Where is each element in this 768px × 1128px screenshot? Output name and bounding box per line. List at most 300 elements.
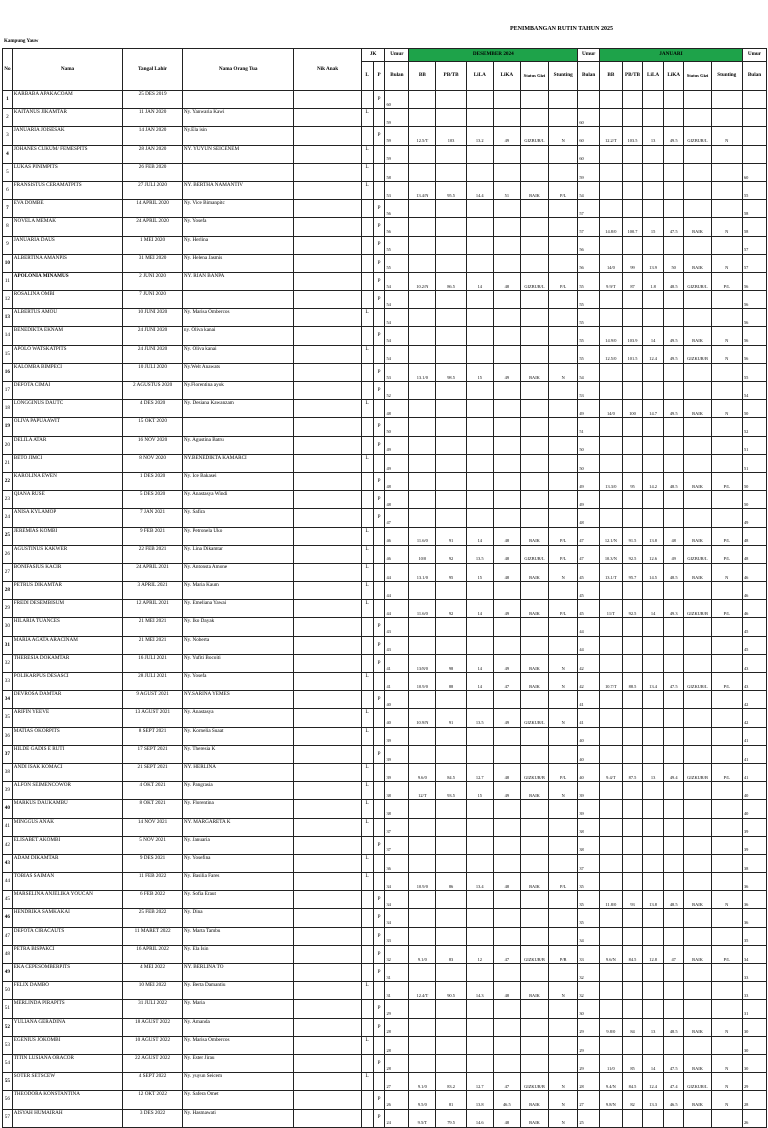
cell-nama-orang-tua: Ny. Anastasya (182, 709, 294, 727)
cell-jan-status-gizi (684, 1109, 711, 1127)
cell-umur-next: 36 (742, 873, 766, 891)
cell-jk-p: P (373, 200, 385, 218)
cell-jk-l: L (361, 854, 373, 872)
cell-jan-bb (599, 582, 622, 600)
cell-nama-orang-tua (182, 91, 294, 109)
cell-umur-jan: 54 (578, 363, 600, 381)
header-lika-dec: LiKA (493, 62, 520, 91)
cell-umur-jan: 54 (578, 181, 600, 199)
cell-nik-anak (294, 582, 361, 600)
cell-dec-status-gizi: BAIK (520, 873, 548, 891)
cell-no: 50 (3, 982, 13, 1000)
cell-dec-pbtb (436, 836, 466, 854)
cell-umur-dec: 34 (385, 909, 409, 927)
cell-jan-lila (643, 509, 664, 527)
cell-tanggal-lahir: 22 AGUST 2022 (123, 1054, 183, 1072)
table-row (3, 545, 767, 563)
cell-dec-lika (493, 582, 520, 600)
cell-umur-next: 26 (742, 1109, 766, 1127)
cell-dec-pbtb (436, 964, 466, 982)
cell-dec-stunting (549, 218, 578, 236)
cell-dec-lila (466, 236, 493, 254)
cell-jan-lika (663, 927, 684, 945)
cell-umur-dec: 49 (385, 436, 409, 454)
cell-jan-stunting: P/L (711, 763, 742, 781)
cell-no: 4 (3, 145, 13, 163)
cell-nama: HENDRIKA SAMKAKAI (12, 909, 123, 927)
cell-jk-p (373, 345, 385, 363)
header-jk: JK (361, 49, 385, 62)
cell-tanggal-lahir: 24 APRIL 2021 (123, 563, 183, 581)
cell-jk-p: P (373, 636, 385, 654)
cell-jan-lika (663, 163, 684, 181)
cell-umur-dec: 26 (385, 1091, 409, 1109)
cell-dec-pbtb (436, 472, 466, 490)
cell-jan-bb: 11/T (599, 600, 622, 618)
cell-dec-status-gizi: BAIK (520, 363, 548, 381)
cell-jan-bb (599, 818, 622, 836)
cell-nik-anak (294, 1054, 361, 1072)
cell-jan-status-gizi: GIZKUR/L (684, 1073, 711, 1091)
cell-jk-p: P (373, 1054, 385, 1072)
cell-dec-lika (493, 727, 520, 745)
cell-jan-lika (663, 436, 684, 454)
cell-jan-lila (643, 1000, 664, 1018)
cell-jan-pbtb (622, 745, 643, 763)
cell-jan-status-gizi: BAIK (684, 400, 711, 418)
cell-jan-pbtb (622, 145, 643, 163)
cell-jan-lika (663, 91, 684, 109)
cell-no: 41 (3, 818, 13, 836)
cell-nik-anak (294, 1073, 361, 1091)
cell-jan-pbtb: 88.5 (622, 673, 643, 691)
cell-umur-jan: 55 (578, 345, 600, 363)
cell-dec-bb (409, 291, 436, 309)
cell-umur-jan: 55 (578, 309, 600, 327)
cell-umur-next: 46 (742, 563, 766, 581)
cell-jan-lila (643, 181, 664, 199)
cell-umur-next: 51 (742, 454, 766, 472)
cell-nama-orang-tua: Ny. Yosefa (182, 673, 294, 691)
cell-jan-stunting: P/L (711, 527, 742, 545)
cell-jan-bb (599, 854, 622, 872)
cell-jan-lila (643, 709, 664, 727)
cell-umur-next: 36 (742, 909, 766, 927)
cell-umur-next: 48 (742, 527, 766, 545)
cell-umur-dec: 59 (385, 145, 409, 163)
cell-jan-lila: 13.3 (643, 1091, 664, 1109)
cell-no: 19 (3, 418, 13, 436)
cell-dec-pbtb: 95.5 (436, 181, 466, 199)
cell-dec-stunting: N (549, 1091, 578, 1109)
cell-jan-lila (643, 782, 664, 800)
cell-jk-l (361, 1091, 373, 1109)
cell-nik-anak (294, 309, 361, 327)
header-l: L (361, 62, 373, 91)
cell-dec-lika (493, 436, 520, 454)
cell-jk-p: P (373, 272, 385, 290)
cell-jan-status-gizi: BAIK (684, 563, 711, 581)
cell-dec-lika: 48 (493, 563, 520, 581)
cell-umur-next: 54 (742, 382, 766, 400)
cell-dec-lila (466, 1054, 493, 1072)
cell-dec-lila (466, 618, 493, 636)
cell-jan-bb: 12.1/N (599, 527, 622, 545)
cell-dec-pbtb (436, 400, 466, 418)
cell-no: 18 (3, 400, 13, 418)
cell-nik-anak (294, 782, 361, 800)
cell-jan-lila (643, 654, 664, 672)
cell-jan-bb: 14/0 (599, 254, 622, 272)
cell-umur-dec: 46 (385, 545, 409, 563)
cell-nama: MERLINDA PIRAPITS (12, 1000, 123, 1018)
cell-dec-lila (466, 836, 493, 854)
cell-nik-anak (294, 945, 361, 963)
cell-nik-anak (294, 291, 361, 309)
cell-jk-p: P (373, 236, 385, 254)
cell-dec-bb: 12.4/T (409, 982, 436, 1000)
cell-no: 43 (3, 854, 13, 872)
cell-no: 31 (3, 636, 13, 654)
cell-jan-lila: 14 (643, 600, 664, 618)
cell-umur-dec: 28 (385, 1018, 409, 1036)
cell-nik-anak (294, 1091, 361, 1109)
cell-nik-anak (294, 109, 361, 127)
cell-jan-stunting: N (711, 127, 742, 145)
cell-jan-status-gizi: GIZKUR/B (684, 600, 711, 618)
cell-tanggal-lahir: 4 OKT 2021 (123, 782, 183, 800)
cell-umur-next: 30 (742, 1036, 766, 1054)
table-row (3, 327, 767, 345)
cell-no: 30 (3, 618, 13, 636)
cell-jk-p (373, 454, 385, 472)
cell-dec-status-gizi (520, 691, 548, 709)
cell-tanggal-lahir: 13 AGUST 2021 (123, 709, 183, 727)
cell-dec-bb (409, 236, 436, 254)
cell-nama: APOLONIA MINAMUS (12, 272, 123, 290)
cell-dec-stunting: N (549, 127, 578, 145)
header-bb-dec: BB (409, 62, 436, 91)
cell-jan-pbtb (622, 582, 643, 600)
cell-nama: NOVELA MEMAK (12, 218, 123, 236)
cell-dec-pbtb (436, 291, 466, 309)
cell-nama: MARIA AGATA ARACINAM (12, 636, 123, 654)
cell-no: 37 (3, 745, 13, 763)
cell-dec-status-gizi (520, 400, 548, 418)
cell-umur-jan: 38 (578, 836, 600, 854)
cell-dec-lika (493, 927, 520, 945)
cell-jk-p (373, 163, 385, 181)
cell-jan-bb: 13.1/T (599, 563, 622, 581)
cell-dec-pbtb (436, 800, 466, 818)
cell-dec-pbtb: 98 (436, 654, 466, 672)
cell-jk-l: L (361, 145, 373, 163)
header-stunting-jan: Stunting (711, 62, 742, 91)
cell-nama: DEFOTA CIRACAUTS (12, 927, 123, 945)
cell-dec-pbtb (436, 1036, 466, 1054)
cell-jan-lika: 47.5 (663, 218, 684, 236)
cell-tanggal-lahir: 11 JAN 2020 (123, 109, 183, 127)
cell-jan-pbtb (622, 109, 643, 127)
cell-jan-bb (599, 491, 622, 509)
table-row (3, 218, 767, 236)
table-row (3, 745, 767, 763)
table-row (3, 254, 767, 272)
cell-tanggal-lahir: 12 APRIL 2021 (123, 600, 183, 618)
cell-dec-bb: 12/T (409, 782, 436, 800)
cell-dec-bb: 9.1/0 (409, 945, 436, 963)
header-bulan-jan: Bulan (578, 62, 600, 91)
cell-jan-lika (663, 873, 684, 891)
cell-dec-lila: 14 (466, 673, 493, 691)
cell-dec-pbtb: 92 (436, 545, 466, 563)
cell-jan-lika (663, 291, 684, 309)
header-tanggal-lahir: Tangal Lahir (123, 49, 183, 91)
cell-tanggal-lahir: 21 MEI 2021 (123, 636, 183, 654)
cell-jan-status-gizi (684, 909, 711, 927)
cell-jan-bb (599, 1036, 622, 1054)
table-row (3, 127, 767, 145)
cell-dec-pbtb: 103 (436, 127, 466, 145)
cell-tanggal-lahir: 18 AGUST 2022 (123, 1018, 183, 1036)
cell-no: 7 (3, 200, 13, 218)
cell-umur-dec: 27 (385, 1073, 409, 1091)
cell-jan-status-gizi (684, 382, 711, 400)
table-row (3, 1018, 767, 1036)
cell-jk-p (373, 527, 385, 545)
table-row (3, 236, 767, 254)
cell-dec-bb (409, 254, 436, 272)
cell-nama-orang-tua: NY. YUYUN SEICENEM (182, 145, 294, 163)
cell-umur-dec: 34 (385, 873, 409, 891)
cell-umur-dec: 53 (385, 181, 409, 199)
cell-no: 33 (3, 673, 13, 691)
cell-dec-status-gizi (520, 236, 548, 254)
cell-jan-pbtb (622, 291, 643, 309)
cell-jan-lila (643, 491, 664, 509)
cell-umur-dec: 44 (385, 582, 409, 600)
cell-dec-pbtb (436, 909, 466, 927)
cell-nik-anak (294, 1036, 361, 1054)
cell-umur-dec: 34 (385, 891, 409, 909)
cell-jk-p (373, 854, 385, 872)
cell-jan-pbtb (622, 363, 643, 381)
cell-jan-pbtb (622, 709, 643, 727)
cell-umur-jan: 42 (578, 673, 600, 691)
cell-dec-lika (493, 891, 520, 909)
cell-tanggal-lahir: 22 FEB 2021 (123, 545, 183, 563)
cell-jan-lika: 49.4 (663, 763, 684, 781)
cell-jan-status-gizi (684, 854, 711, 872)
cell-jan-status-gizi (684, 109, 711, 127)
cell-nama: PETRA BISPAKCI (12, 945, 123, 963)
cell-tanggal-lahir: 25 FEB 2022 (123, 909, 183, 927)
cell-jk-p: P (373, 1091, 385, 1109)
cell-umur-jan: 60 (578, 127, 600, 145)
cell-nama-orang-tua: ny. Oliva kanai (182, 327, 294, 345)
cell-dec-lila (466, 254, 493, 272)
cell-jk-p: P (373, 127, 385, 145)
cell-dec-lika (493, 163, 520, 181)
cell-jan-stunting (711, 418, 742, 436)
cell-nama: EKA CEPESOMBERPITS (12, 964, 123, 982)
cell-dec-lila: 14.3 (466, 982, 493, 1000)
cell-nama: BONIFASIUS KACIR (12, 563, 123, 581)
cell-dec-bb (409, 382, 436, 400)
cell-jan-stunting: N (711, 1091, 742, 1109)
cell-no: 11 (3, 272, 13, 290)
cell-jk-l: L (361, 709, 373, 727)
cell-dec-bb: 9.6/0 (409, 763, 436, 781)
cell-jan-bb (599, 163, 622, 181)
cell-nama-orang-tua: Ny.Florentina ayok (182, 382, 294, 400)
cell-jan-bb: 14.8/0 (599, 218, 622, 236)
cell-umur-dec: 39 (385, 763, 409, 781)
cell-jan-stunting (711, 91, 742, 109)
cell-dec-bb (409, 454, 436, 472)
cell-jan-lika (663, 454, 684, 472)
cell-dec-bb: 9.5/0 (409, 1091, 436, 1109)
cell-jan-lika: 48 (663, 527, 684, 545)
cell-jk-p: P (373, 327, 385, 345)
cell-jan-stunting: N (711, 1054, 742, 1072)
cell-dec-lika: 49 (493, 600, 520, 618)
cell-jan-pbtb (622, 982, 643, 1000)
cell-jk-p: P (373, 509, 385, 527)
cell-umur-jan: 59 (578, 163, 600, 181)
cell-jan-lila: 13 (643, 127, 664, 145)
cell-jk-p: P (373, 654, 385, 672)
cell-jk-p (373, 727, 385, 745)
cell-tanggal-lahir: 28 JULI 2021 (123, 673, 183, 691)
cell-jk-p: P (373, 945, 385, 963)
cell-jan-stunting (711, 1036, 742, 1054)
cell-umur-next (742, 109, 766, 127)
cell-jan-pbtb: 95 (622, 472, 643, 490)
cell-nik-anak (294, 472, 361, 490)
cell-dec-pbtb: 83.2 (436, 1073, 466, 1091)
cell-dec-lila: 15 (466, 363, 493, 381)
cell-nama-orang-tua: Ny. Herlina (182, 236, 294, 254)
cell-tanggal-lahir: 27 JULI 2020 (123, 181, 183, 199)
cell-umur-jan: 51 (578, 418, 600, 436)
table-header (3, 49, 767, 91)
cell-nama: DEFOTA CIMAI (12, 382, 123, 400)
cell-nama: MINGGUS ANAK (12, 818, 123, 836)
header-lila-dec: LiLA (466, 62, 493, 91)
cell-jan-pbtb (622, 491, 643, 509)
cell-jan-lika (663, 1109, 684, 1127)
cell-dec-bb (409, 818, 436, 836)
cell-jk-p (373, 1036, 385, 1054)
cell-dec-status-gizi: BAIK (520, 600, 548, 618)
cell-dec-stunting (549, 472, 578, 490)
cell-nama: JANUARIA JOISESAK (12, 127, 123, 145)
cell-jan-status-gizi (684, 291, 711, 309)
cell-jan-bb (599, 454, 622, 472)
cell-dec-lila: 12.7 (466, 763, 493, 781)
cell-tanggal-lahir: 14 NOV 2021 (123, 818, 183, 836)
cell-dec-lila: 13.4 (466, 873, 493, 891)
cell-nama-orang-tua: NY.BENEDIKTA KAMARCI (182, 454, 294, 472)
cell-nik-anak (294, 1109, 361, 1127)
cell-umur-jan: 42 (578, 654, 600, 672)
cell-dec-lila: 14 (466, 600, 493, 618)
cell-umur-jan: 29 (578, 1054, 600, 1072)
cell-jan-lila (643, 964, 664, 982)
cell-dec-bb: 10.2/N (409, 272, 436, 290)
cell-nik-anak (294, 509, 361, 527)
table-row (3, 818, 767, 836)
cell-jan-bb: 9.9/T (599, 272, 622, 290)
cell-dec-pbtb (436, 691, 466, 709)
cell-no: 52 (3, 1018, 13, 1036)
cell-umur-jan: 50 (578, 436, 600, 454)
cell-umur-next (742, 91, 766, 109)
village-name: Kampung Yauw (4, 39, 39, 44)
table-row (3, 964, 767, 982)
cell-jk-l (361, 691, 373, 709)
cell-jk-l (361, 909, 373, 927)
cell-jk-p: P (373, 436, 385, 454)
cell-dec-bb: 13.4/N (409, 181, 436, 199)
cell-dec-status-gizi (520, 836, 548, 854)
cell-dec-stunting (549, 291, 578, 309)
cell-dec-pbtb (436, 309, 466, 327)
cell-jan-status-gizi (684, 964, 711, 982)
cell-jan-status-gizi (684, 654, 711, 672)
cell-jan-lila (643, 982, 664, 1000)
cell-tanggal-lahir: 15 OKT 2020 (123, 418, 183, 436)
cell-dec-pbtb: 86 (436, 873, 466, 891)
cell-no: 32 (3, 654, 13, 672)
cell-nama-orang-tua: Ny. Safera Omet (182, 1091, 294, 1109)
cell-jan-lika: 49.3 (663, 600, 684, 618)
cell-jan-lila (643, 582, 664, 600)
cell-dec-lika (493, 818, 520, 836)
cell-umur-dec: 46 (385, 527, 409, 545)
header-stunting-dec: Stunting (549, 62, 578, 91)
cell-dec-status-gizi (520, 618, 548, 636)
cell-nama: YULIANA GERADINA (12, 1018, 123, 1036)
cell-jan-lika (663, 382, 684, 400)
cell-jan-lila: 14.5 (643, 563, 664, 581)
cell-nama: DEVROSA DAMTAR (12, 691, 123, 709)
cell-dec-lika (493, 836, 520, 854)
cell-jk-l: L (361, 1073, 373, 1091)
cell-dec-lila (466, 382, 493, 400)
header-pbtb-dec: PB/TB (436, 62, 466, 91)
cell-jan-stunting (711, 109, 742, 127)
cell-no: 26 (3, 545, 13, 563)
cell-jan-lika (663, 836, 684, 854)
cell-dec-status-gizi (520, 491, 548, 509)
cell-jk-p: P (373, 618, 385, 636)
cell-jan-lila (643, 1109, 664, 1127)
cell-jan-lila (643, 109, 664, 127)
cell-jan-lika: 48.5 (663, 1018, 684, 1036)
cell-jan-status-gizi (684, 873, 711, 891)
cell-jan-bb (599, 636, 622, 654)
cell-jan-stunting (711, 363, 742, 381)
cell-dec-status-gizi (520, 854, 548, 872)
cell-dec-status-gizi (520, 891, 548, 909)
cell-dec-lila (466, 582, 493, 600)
cell-dec-stunting: N (549, 1109, 578, 1127)
table-row (3, 491, 767, 509)
header-p: P (373, 62, 385, 91)
cell-jk-l (361, 1000, 373, 1018)
